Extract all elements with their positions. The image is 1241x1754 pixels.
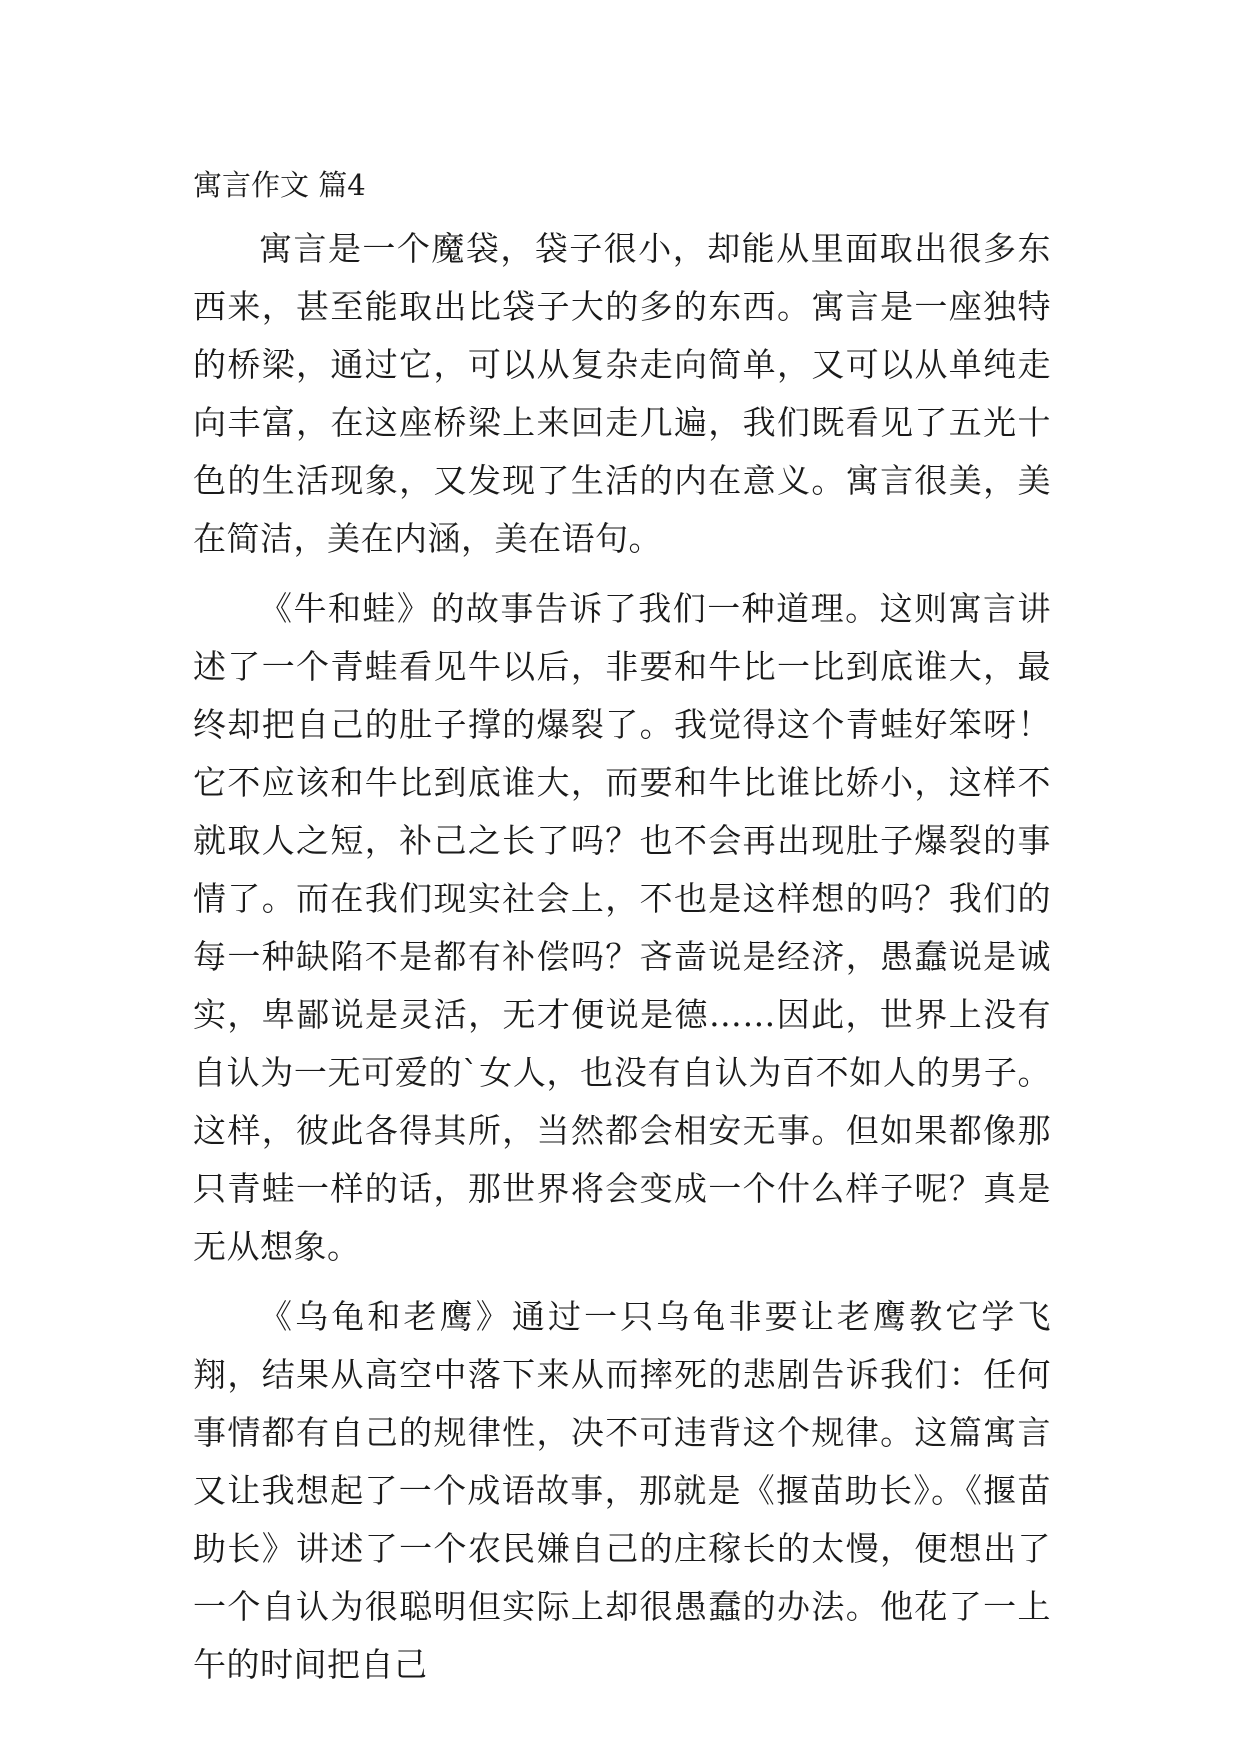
document-title: 寓言作文 篇4 xyxy=(193,168,366,202)
paragraph-3: 《乌龟和老鹰》通过一只乌龟非要让老鹰教它学飞翔，结果从高空中落下来从而摔死的悲剧告诉我们：任何事情都有自己的规律性，决不可违背这个规律。这篇寓言又让我想起了一个成语故事，那就是《揠苗助长》。《揠苗助长》讲述了一个农民嫌自己的庄稼长的太慢，便想出了一个自认为很聪明但实际上却很愚蠢的办法。他花了一上午的时间把自己 xyxy=(193,1297,1051,1684)
paragraph-2: 《牛和蛙》的故事告诉了我们一种道理。这则寓言讲述了一个青蛙看见牛以后，非要和牛比一比到底谁大，最终却把自己的肚子撑的爆裂了。我觉得这个青蛙好笨呀！它不应该和牛比到底谁大，而要和牛比谁比娇小，这样不就取人之短，补己之长了吗？也不会再出现肚子爆裂的事情了。而在我们现实社会上，不也是这样想的吗？我们的每一种缺陷不是都有补偿吗？吝啬说是经济，愚蠢说是诚实，卑鄙说是灵活，无才便说是德……因此，世界上没有自认为一无可爱的`女人，也没有自认为百不如人的男子。这样，彼此各得其所，当然都会相安无事。但如果都像那只青蛙一样的话，那世界将会变成一个什么样子呢？真是无从想象。 xyxy=(193,589,1051,1266)
paragraph-1: 寓言是一个魔袋，袋子很小，却能从里面取出很多东西来，甚至能取出比袋子大的多的东西。寓言是一座独特的桥梁，通过它，可以从复杂走向简单，又可以从单纯走向丰富，在这座桥梁上来回走几遍，我们既看见了五光十色的生活现象，又发现了生活的内在意义。寓言很美，美在简洁，美在内涵，美在语句。 xyxy=(193,229,1051,558)
document-body xyxy=(193,158,1051,1706)
